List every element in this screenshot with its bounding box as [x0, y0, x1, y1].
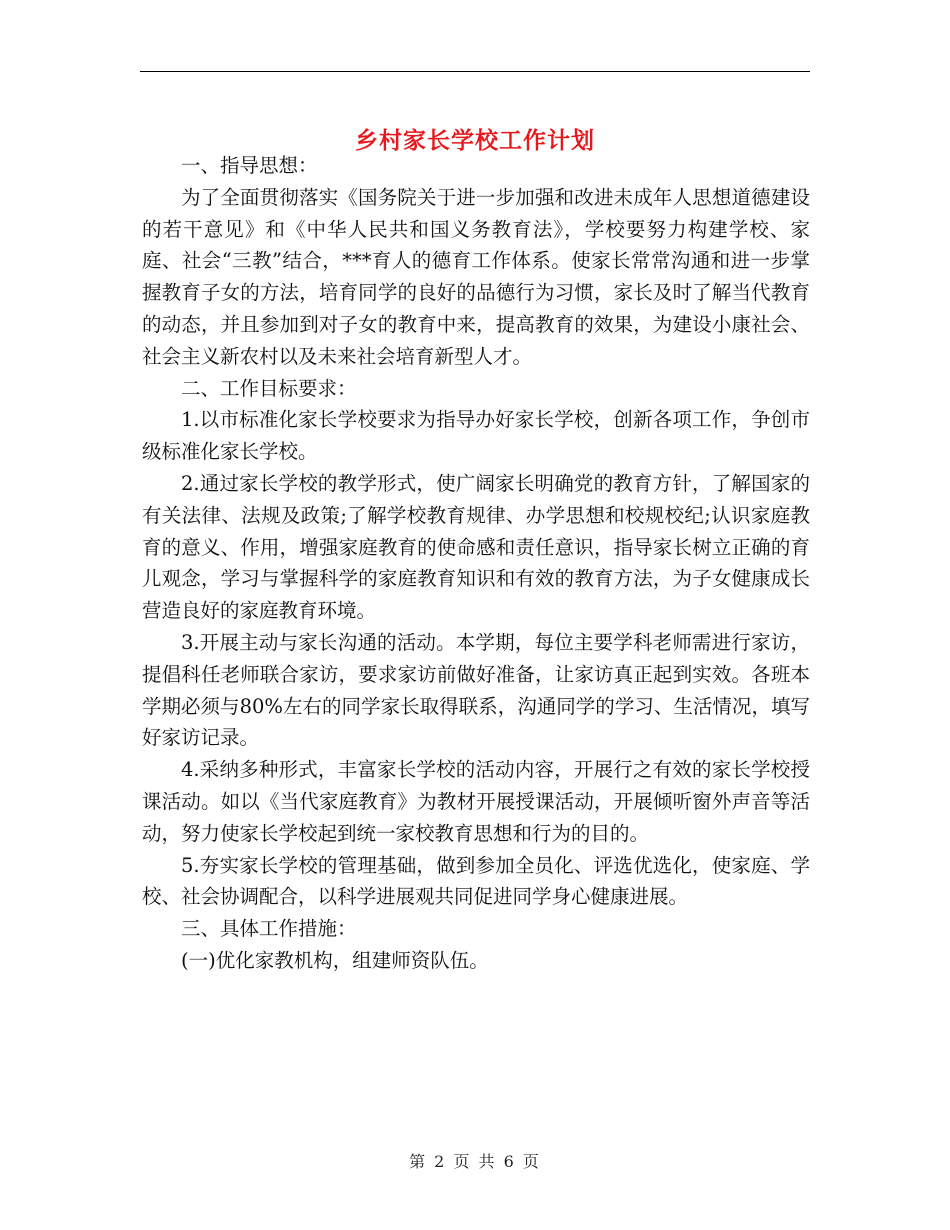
subsection-heading-1: (一)优化家教机构，组建师资队伍。 [181, 948, 489, 972]
paragraph-guiding-ideology: 为了全面贯彻落实《国务院关于进一步加强和改进未成年人思想道德建设的若干意见》和《中华人民共和国义务教育法》，学校要努力构建学校、家庭、社会“三教”结合，***育人的德育工作体系。使家长常常沟通和进一步掌握教育子女的方法，培育同学的良好的品德行为习惯，家长及时了解当代教育的动态，并且参加到对子女的教育中来，提高教育的效果，为建设小康社会、社会主义新农村以及未来社会培育新型人才。 [142, 185, 810, 368]
paragraph-goal-3: 3.开展主动与家长沟通的活动。本学期，每位主要学科老师需进行家访，提倡科任老师联合家访，要求家访前做好准备，让家访真正起到实效。各班本学期必须与80%左右的同学家长取得联系，沟通同学的学习、生活情况，填写好家访记录。 [142, 630, 810, 750]
document-title: 乡村家长学校工作计划 [355, 127, 595, 155]
header-rule [140, 71, 810, 72]
paragraph-goal-2: 2.通过家长学校的教学形式，使广阔家长明确党的教育方针，了解国家的有关法律、法规及政策;了解学校教育规律、办学思想和校规校纪;认识家庭教育的意义、作用，增强家庭教育的使命感和责任意识，指导家长树立正确的育儿观念，学习与掌握科学的家庭教育知识和有效的教育方法，为子女健康成长营造良好的家庭教育环境。 [142, 471, 810, 623]
paragraph-goal-1: 1.以市标准化家长学校要求为指导办好家长学校，创新各项工作，争创市级标准化家长学校。 [142, 408, 810, 464]
paragraph-goal-5: 5.夯实家长学校的管理基础，做到参加全员化、评选优选化，使家庭、学校、社会协调配合，以科学进展观共同促进同学身心健康进展。 [142, 853, 810, 909]
section-heading-guiding-ideology: 一、指导思想： [181, 154, 318, 177]
page-number: 第 2 页 共 6 页 [409, 1152, 541, 1171]
section-heading-measures: 三、具体工作措施： [181, 917, 357, 941]
section-heading-work-goals: 二、工作目标要求： [181, 376, 357, 400]
paragraph-goal-4: 4.采纳多种形式，丰富家长学校的活动内容，开展行之有效的家长学校授课活动。如以《当代家庭教育》为教材开展授课活动，开展倾听窗外声音等活动，努力使家长学校起到统一家校教育思想和行为的目的。 [142, 758, 810, 845]
document-body [142, 150, 810, 977]
